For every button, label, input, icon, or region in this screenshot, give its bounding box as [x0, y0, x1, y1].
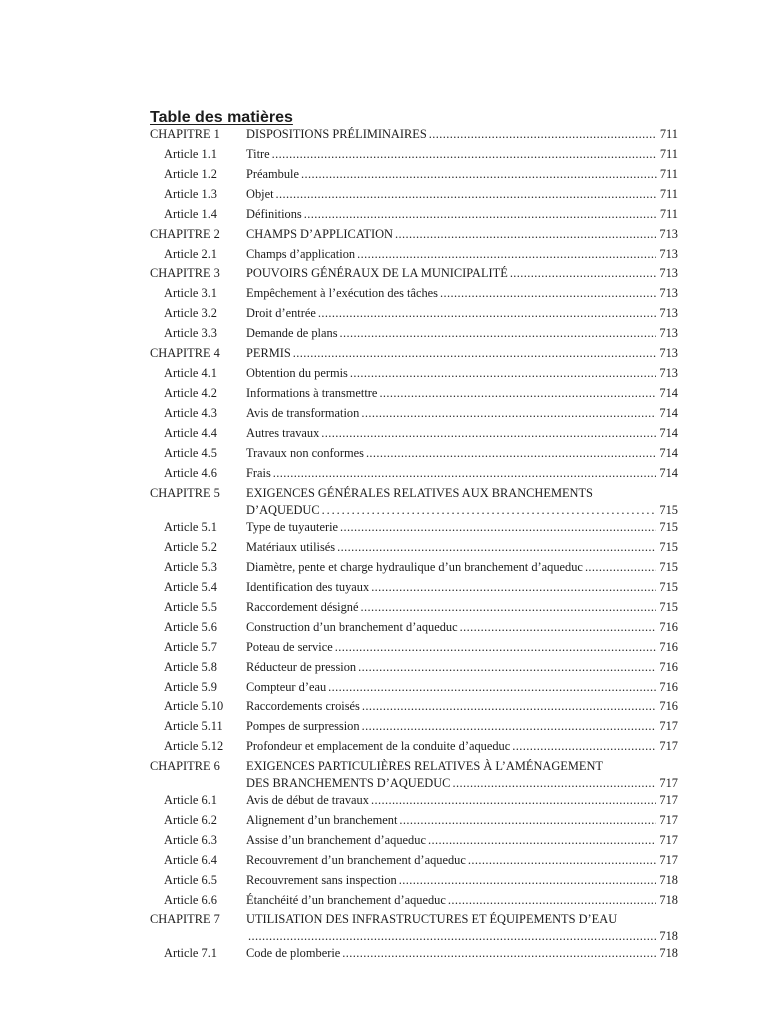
toc-entry-title: Travaux non conformes: [246, 446, 364, 460]
toc-entry-label: Article 4.2: [164, 386, 217, 400]
toc-entry-label: Article 4.5: [164, 446, 217, 460]
toc-entry-label: Article 4.3: [164, 406, 217, 420]
toc-page-number: 717: [659, 833, 678, 847]
dot-leader: [322, 503, 657, 518]
dot-leader: [361, 406, 656, 421]
toc-entry-title: Type de tuyauterie: [246, 520, 339, 534]
dot-leader: [468, 853, 657, 868]
dot-leader: [276, 187, 657, 202]
toc-page-number: 714: [659, 466, 678, 480]
toc-entry-title: Préambule: [246, 167, 299, 181]
toc-entry-label: Article 5.4: [164, 580, 217, 594]
toc-page-number: 711: [659, 127, 678, 141]
toc-heading: Table des matières: [150, 109, 293, 126]
toc-entry-title: Champs d’application: [246, 247, 356, 261]
toc-entry-label: CHAPITRE 1: [150, 127, 220, 141]
dot-leader: [429, 127, 657, 142]
dot-leader: [328, 680, 656, 695]
toc-entry-title: PERMIS: [246, 346, 291, 360]
toc-entry-title: Définitions: [246, 207, 302, 221]
dot-leader: [337, 540, 656, 555]
toc-page-number: 718: [659, 873, 678, 887]
dot-leader: [585, 560, 656, 575]
toc-entry-title: Obtention du permis: [246, 366, 348, 380]
dot-leader: [357, 247, 656, 262]
toc-entry-label: Article 7.1: [164, 946, 217, 960]
dot-leader: [512, 739, 656, 754]
toc-entry-title: Pompes de surpression: [246, 719, 360, 733]
dot-leader: [362, 699, 657, 714]
toc-entry-title: Alignement d’un branchement: [246, 813, 398, 827]
toc-entry-title: Poteau de service: [246, 640, 333, 654]
toc-entry-label: Article 5.8: [164, 660, 217, 674]
toc-entry-label: Article 6.2: [164, 813, 217, 827]
toc-entry-title: D’AQUEDUC: [246, 503, 320, 517]
toc-entry-title: Diamètre, pente et charge hydraulique d’un branchement d’aqueduc: [246, 560, 583, 574]
toc-entry-label: Article 3.1: [164, 286, 217, 300]
toc-page-number: 717: [659, 853, 678, 867]
toc-page-number: 713: [659, 346, 678, 360]
toc-page-number: 713: [659, 306, 678, 320]
toc-page-number: 715: [659, 520, 678, 534]
dot-leader: [366, 446, 656, 461]
toc-entry-label: Article 6.1: [164, 793, 217, 807]
toc-entry-label: Article 5.11: [164, 719, 223, 733]
toc-page-number: 714: [659, 406, 678, 420]
toc-entry-label: CHAPITRE 7: [150, 912, 220, 926]
toc-entry-title: CHAMPS D’APPLICATION: [246, 227, 393, 241]
toc-page-number: 715: [659, 560, 678, 574]
toc-page-number: 713: [659, 286, 678, 300]
dot-leader: [510, 266, 657, 281]
toc-entry-label: CHAPITRE 5: [150, 486, 220, 500]
toc-entry-label: Article 1.3: [164, 187, 217, 201]
toc-entry-label: Article 6.6: [164, 893, 217, 907]
toc-page-number: 711: [659, 167, 678, 181]
toc-entry-title: DISPOSITIONS PRÉLIMINAIRES: [246, 127, 427, 141]
toc-entry-label: CHAPITRE 4: [150, 346, 220, 360]
dot-leader: [361, 600, 657, 615]
toc-page-number: 713: [659, 366, 678, 380]
dot-leader: [358, 660, 656, 675]
toc-entry-title: Raccordement désigné: [246, 600, 359, 614]
dot-leader: [248, 929, 656, 944]
toc-page-number: 717: [659, 739, 678, 753]
toc-entry-label: Article 5.9: [164, 680, 217, 694]
toc-entry-label: Article 1.4: [164, 207, 217, 221]
toc-page-number: 717: [659, 813, 678, 827]
dot-leader: [379, 386, 656, 401]
toc-entry-label: CHAPITRE 6: [150, 759, 220, 773]
dot-leader: [350, 366, 657, 381]
toc-entry-label: Article 4.1: [164, 366, 217, 380]
toc-page-number: 711: [659, 187, 678, 201]
toc-entry-label: Article 6.3: [164, 833, 217, 847]
toc-entry-title: POUVOIRS GÉNÉRAUX DE LA MUNICIPALITÉ: [246, 266, 508, 280]
toc-entry-title: Titre: [246, 147, 270, 161]
toc-entry-title-line1: EXIGENCES PARTICULIÈRES RELATIVES À L’AMÉNAGEMENT: [246, 759, 603, 773]
toc-page-number: 718: [659, 946, 678, 960]
dot-leader: [362, 719, 657, 734]
dot-leader: [371, 580, 656, 595]
toc-entry-title: Recouvrement d’un branchement d’aqueduc: [246, 853, 466, 867]
toc-entry-label: Article 3.2: [164, 306, 217, 320]
toc-entry-label: Article 4.4: [164, 426, 217, 440]
toc-page-number: 716: [659, 680, 678, 694]
toc-entry-title: Assise d’un branchement d’aqueduc: [246, 833, 426, 847]
dot-leader: [318, 306, 657, 321]
toc-entry-title: Demande de plans: [246, 326, 338, 340]
toc-page-number: 717: [659, 776, 678, 790]
toc-page-number: 715: [659, 540, 678, 554]
toc-entry-label: CHAPITRE 3: [150, 266, 220, 280]
dot-leader: [340, 326, 657, 341]
toc-entry-title: Matériaux utilisés: [246, 540, 336, 554]
toc-entry-title: Recouvrement sans inspection: [246, 873, 397, 887]
toc-page-number: 711: [659, 207, 678, 221]
toc-entry-label: Article 5.7: [164, 640, 217, 654]
toc-page-number: 718: [659, 929, 678, 943]
dot-leader: [293, 346, 657, 361]
dot-leader: [399, 873, 657, 888]
toc-page-number: 714: [659, 446, 678, 460]
toc-entry-title: Autres travaux: [246, 426, 320, 440]
dot-leader: [342, 946, 656, 961]
toc-page-number: 713: [659, 227, 678, 241]
toc-page-number: 714: [659, 426, 678, 440]
toc-entry-label: Article 4.6: [164, 466, 217, 480]
dot-leader: [460, 620, 657, 635]
toc-page-number: 718: [659, 893, 678, 907]
dot-leader: [304, 207, 657, 222]
toc-entry-label: Article 1.2: [164, 167, 217, 181]
dot-leader: [371, 793, 656, 808]
toc-entry-title: Réducteur de pression: [246, 660, 357, 674]
toc-entry-label: Article 5.2: [164, 540, 217, 554]
dot-leader: [273, 466, 657, 481]
toc-entry-title: Compteur d’eau: [246, 680, 327, 694]
dot-leader: [448, 893, 657, 908]
toc-entry-label: Article 5.1: [164, 520, 217, 534]
toc-entry-label: Article 5.10: [164, 699, 224, 713]
toc-page-number: 713: [659, 266, 678, 280]
toc-entry-title: Identification des tuyaux: [246, 580, 370, 594]
dot-leader: [399, 813, 656, 828]
toc-page-number: 715: [659, 503, 678, 517]
toc-entry-title: Empêchement à l’exécution des tâches: [246, 286, 438, 300]
dot-leader: [272, 147, 657, 162]
toc-entry-label: Article 1.1: [164, 147, 217, 161]
toc-page-number: 715: [659, 580, 678, 594]
toc-page-number: 716: [659, 660, 678, 674]
dot-leader: [340, 520, 656, 535]
toc-entry-label: Article 5.5: [164, 600, 217, 614]
toc-page-number: 714: [659, 386, 678, 400]
toc-entry-label: Article 5.6: [164, 620, 217, 634]
dot-leader: [301, 167, 657, 182]
toc-entry-title: Informations à transmettre: [246, 386, 378, 400]
toc-page-number: 713: [659, 326, 678, 340]
toc-entry-title: Frais: [246, 466, 271, 480]
dot-leader: [335, 640, 657, 655]
toc-entry-title: Profondeur et emplacement de la conduite d’aqueduc: [246, 739, 511, 753]
toc-page-number: 717: [659, 793, 678, 807]
toc-entry-title: Étanchéité d’un branchement d’aqueduc: [246, 893, 446, 907]
toc-page-number: 713: [659, 247, 678, 261]
toc-page-number: 717: [659, 719, 678, 733]
dot-leader: [440, 286, 656, 301]
toc-entry-label: CHAPITRE 2: [150, 227, 220, 241]
toc-entry-label: Article 6.4: [164, 853, 217, 867]
dot-leader: [452, 776, 656, 791]
toc-entry-title: Avis de transformation: [246, 406, 360, 420]
toc-entry-label: Article 6.5: [164, 873, 217, 887]
toc-page-number: 716: [659, 640, 678, 654]
toc-page-number: 716: [659, 620, 678, 634]
dot-leader: [321, 426, 656, 441]
toc-entry-label: Article 2.1: [164, 247, 217, 261]
toc-entry-title: Construction d’un branchement d’aqueduc: [246, 620, 458, 634]
toc-entry-label: Article 5.3: [164, 560, 217, 574]
toc-entry-title: Code de plomberie: [246, 946, 341, 960]
dot-leader: [428, 833, 656, 848]
toc-entry-title: Raccordements croisés: [246, 699, 360, 713]
toc-entry-title: Avis de début de travaux: [246, 793, 369, 807]
toc-page-number: 711: [659, 147, 678, 161]
toc-page-number: 715: [659, 600, 678, 614]
toc-entry-title-line1: EXIGENCES GÉNÉRALES RELATIVES AUX BRANCHEMENTS: [246, 486, 593, 500]
dot-leader: [395, 227, 656, 242]
toc-page-number: 716: [659, 699, 678, 713]
toc-entry-label: Article 3.3: [164, 326, 217, 340]
toc-entry-title: Objet: [246, 187, 274, 201]
toc-entry-title: Droit d’entrée: [246, 306, 316, 320]
toc-entry-title: DES BRANCHEMENTS D’AQUEDUC: [246, 776, 451, 790]
toc-entry-title-line1: UTILISATION DES INFRASTRUCTURES ET ÉQUIPEMENTS D’EAU: [246, 912, 618, 926]
toc-entry-label: Article 5.12: [164, 739, 224, 753]
